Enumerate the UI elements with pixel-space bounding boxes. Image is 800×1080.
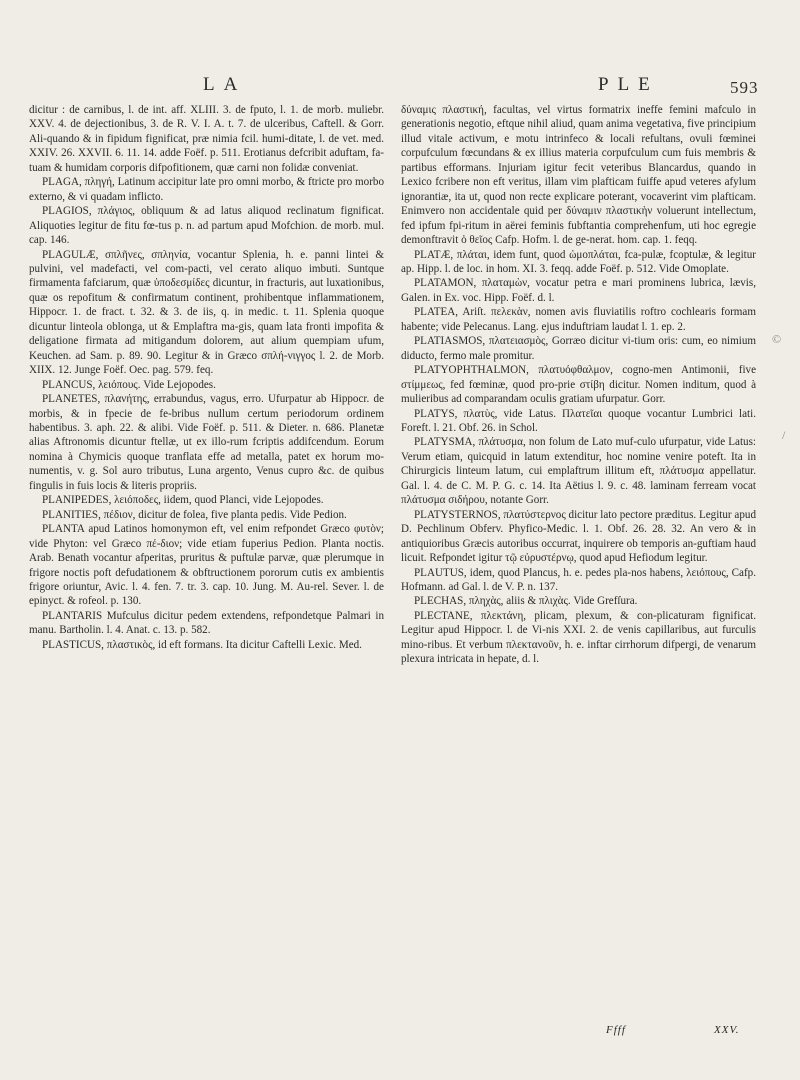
dictionary-entry: PLATYSMA, πλάτυσμα, non folum de Lato muf-culo ufurpatur, vide Latus: Verum etiam, quicquid in latum extenditur, hoc nomine venire poteft. Ita in Chirurgicis linteum latum, cui emplaftrum illitum eft, πλάτυσμα appellatur. Gal. l. 4. de C. M. P. G. c. 14. Ita Aëtius l. 9. c. 48. laminam ferream vocat πλάτυσμα σιδήρου, notante Gorr. <box>401 436 756 507</box>
dictionary-entry: PLANTA apud Latinos homonymon eft, vel enim refpondet Græco φυτὸν; vide Phyton: vel Græco πέ-διον; vide etiam fuperius Pedion. Planta noctis. Arab. Benath vocantur afperitas, pruritus & puftulæ parvæ, quæ plerumque in frigore noctis poft defudationem & obftructionem pororum cutis ex ambientis frigore oriuntur, Avic. l. 4. fen. 7. tr. 3. cap. 10. Jung. M. Au-rel. Sever. l. de epinyct. & rofeol. p. 130. <box>29 523 384 608</box>
dictionary-entry: PLANETES, πλανήτης, errabundus, vagus, erro. Ufurpatur ab Hippocr. de morbis, & in fpecie de fe-bribus nullum certum periodorum ordinem habentibus. 3. aph. 22. & alibi. Vide Foëf. p. 511. & Dieter. n. 686. Planetæ alias Aftronomis dicuntur ftellæ, ut ex illo-rum fcriptis addifcendum. Eorum nomina à Chymicis quoque tranflata effe ad metalla, patet ex horum mo-numentis, v. g. Sol auro tributus, Luna argento, Venus cupro &c. de quibus fingulis in fuis locis & literis propriis. <box>29 393 384 492</box>
dictionary-entry: PLANIPEDES, λειόποδες, iidem, quod Planci, vide Lejopodes. <box>42 494 324 507</box>
margin-mark: / <box>782 428 786 442</box>
dictionary-entry: PLANCUS, λειόπους. Vide Lejopodes. <box>42 378 216 391</box>
dictionary-entry: PLATYS, πλατὺς, vide Latus. Πλατεῖαι quoque vocantur Lumbrici lati. Foreft. l. 21. Obf. 26. in Schol. <box>401 407 756 434</box>
entry-continuation: dicitur : de carnibus, l. de int. aff. XLIII. 3. de fputo, l. 1. de morb. muliebr. XXV. 4. de dejectionibus, 3. de R. V. I. A. t. 7. de ulceribus, Caftell. & Gorr. Ali-quando & in fipidum fignificat, præ nimia fcil. humi-ditate, l. de vet. med. XXIV. 26. XXVII. 6. 11. 14. adde Foëf. p. 511. Erotianus defcribit aduftam, fa-tuam & humidam corporis difpofitionem, quæ carni non folidæ conveniat. <box>29 104 384 174</box>
margin-mark: © <box>772 332 782 346</box>
dictionary-entry: PLAGA, πληγή, Latinum accipitur late pro omni morbo, & ftricte pro morbo externo, & vi quadam inflicto. <box>29 176 384 203</box>
left-text-column <box>29 103 384 652</box>
dictionary-entry: PLATÆ, πλάται, idem funt, quod ὠμοπλάται, fca-pulæ, fcoptulæ, & legitur ap. Hipp. l. de loc. in hom. XI. 3. feqq. adde Foëf. p. 512. Vide Omoplate. <box>401 248 756 275</box>
dictionary-entry: PLAGULÆ, σπλῆνες, σπληνία, vocantur Splenia, h. e. panni lintei & pulvini, vel madefacti, vel com-pacti, vel cerato aliquo imbuti. Suntque firmamenta fafciarum, quæ ὑποδεσμίδες dicuntur, in fracturis, aut luxationibus, quæ os repofitum & confirmatum continent, prohibentque inflammationem, Hippocr. 1. de fract. t. 32. & 3. de iis, q. in medic. t. 11. Splenia quoque dicuntur linteola oblonga, ut & Emplaftra ma-gis, quam lata fronti impofita & deligatione firmata ad mitigandum dolorem, aut alium quempiam ufum, Keuchen. ad Sam. p. 89. 90. Legitur & in Græco σπλή-νιγγος l. 2. de Morb. XIIX. 12. Junge Foëf. Oec. pag. 579. feq. <box>29 248 384 377</box>
dictionary-entry: PLATIASMOS, πλατειασμὸς, Gorræo dicitur vi-tium oris: cum, eo nimium diducto, fermo male promitur. <box>401 335 756 362</box>
dictionary-entry: PLECTANE, πλεκτάνη, plicam, plexum, & con-plicaturam fignificat. Legitur apud Hippocr. l. de Vi-nis XXI. 2. de venis capillaribus, aut furculis mino-ribus. Et verbum πλεκτανοῦν, h. e. inftar cirrhorum difpergi, de venarum plexura intricata in hepate, d. l. <box>401 609 756 666</box>
dictionary-entry: PLASTICUS, πλαστικὸς, id eft formans. Ita dicitur Caftelli Lexic. Med. <box>42 638 362 651</box>
running-head-left: LA <box>203 74 247 95</box>
right-text-column <box>401 103 756 667</box>
page-number: 593 <box>730 78 759 97</box>
dictionary-entry: PLATYSTERNOS, πλατύστερνος dicitur lato pectore præditus. Legitur apud D. Pechlinum Obferv. Phyfico-Medic. l. 1. Obf. 26. 28. 32. An vero & in antiquioribus Græcis autoribus occurrat, inquirere ob temporis an-guftiam haud licuit. Refpondet igitur τῷ εὐρυστέρνῳ, quod apud Hefiodum legitur. <box>401 508 756 565</box>
dictionary-entry: PLAGIOS, πλάγιος, obliquum & ad latus aliquod reclinatum fignificat. Aliquoties legitur de fitu fœ-tus p. n. ad partum apud Mofchion. de morb. mul. cap. 146. <box>29 205 384 247</box>
dictionary-entry: PLATAMON, πλαταμὼν, vocatur petra e mari prominens lubrica, lævis, Galen. in Ex. voc. Hipp. Foëf. d. l. <box>401 277 756 304</box>
catchword: XXV. <box>714 1024 740 1036</box>
dictionary-entry: PLAUTUS, idem, quod Plancus, h. e. pedes pla-nos habens, λειόπους, Cafp. Hofmann. ad Gal. l. de V. P. n. 137. <box>401 566 756 593</box>
signature-mark: Ffff <box>606 1024 626 1036</box>
dictionary-entry: PLATEA, Ariſt. πελεκὰν, nomen avis fluviatilis roftro cochlearis formam habente; vide Pelecanus. Lang. ejus induftriam laudat l. 1. ep. 2. <box>401 306 756 333</box>
dictionary-entry: PLANITIES, πέδιον, dicitur de folea, five planta pedis. Vide Pedion. <box>42 508 347 521</box>
dictionary-entry: PLANTARIS Mufculus dicitur pedem extendens, refpondetque Palmari in manu. Bartholin. l. 4. Anat. c. 13. p. 582. <box>29 609 384 637</box>
entry-continuation: δύναμις πλαστική, facultas, vel virtus formatrix ineffe femini mafculo in generationis negotio, eftque nihil aliud, quam anima vegetativa, five principium illud vitale activum, e motu intrinfeco & locali refultans, ovuli fœminei corpufculum fœcundans & ex illius materia corpufculum cum fuis membris & partibus efformans. Injuriam igitur fecit veteribus Blancardus, quando in Lexico fcribere non eft veritus, illam vim plafticam fuiffe apud veteres afylum ignorantiæ, ita ut, quod non recte explicare poterant, vocaverint vim plafticam. Enimvero non accidentale quid per δύναμιν πλαστικὴν voluerunt intellectum, fed ipfum fpi-ritum in aërei feminis fubftantia comprehenfum, uti hoc egregie demonftravit ὁ θεῖος Cafp. Hofm. l. de ge-nerat. hom. cap. 1. feqq. <box>401 104 756 247</box>
running-head-middle: PLE <box>598 74 659 95</box>
dictionary-entry: PLECHAS, πληχὰς, aliis & πλιχὰς. Vide Grefſura. <box>414 595 638 608</box>
dictionary-entry: PLATYOPHTHALMON, πλατυόφθαλμον, cogno-men Antimonii, five στίμμεως, fed fœminæ, quod pro-prie στίβη dicitur. Nomen inditum, quod à mulieribus ad comparandam oculis gratiam ufurpatur. Gorr. <box>401 364 756 406</box>
